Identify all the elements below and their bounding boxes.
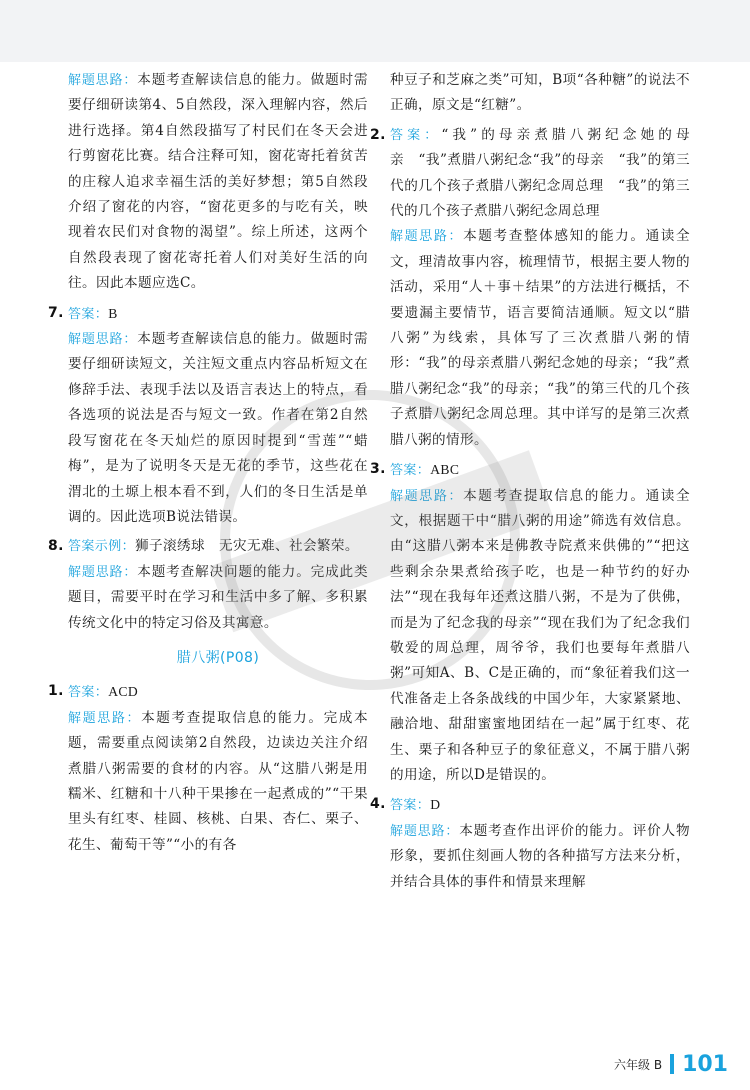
answer-value: 狮子滚绣球 无灾无难、社会繁荣。 (135, 538, 359, 555)
analysis-label: 解题思路： (390, 229, 464, 245)
question-number: 7. (48, 304, 64, 321)
question-number: 4. (370, 796, 386, 813)
analysis-text: 本题考查提取信息的能力。完成本题，需要重点阅读第2自然段，边读边关注介绍煮腊八粥需要的食材的内容。从“这腊八粥是用糯米、红糖和十八种干果掺在一起煮成的”“干果里头有红枣、桂圆、核桃、白果、杏仁、栗子、花生、葡萄干等”“小的有各 (68, 709, 368, 853)
continued-text: 种豆子和芝麻之类”可知，B项“各种糖”的说法不正确，原文是“红糖”。 (390, 72, 690, 114)
page-top-band (0, 0, 750, 62)
analysis-text: 本题考查解读信息的能力。做题时需要仔细研读第4、5自然段，深入理解内容，然后进行选择。第4自然段描写了村民们在冬天会进行剪窗花比赛。结合注释可知，窗花寄托着贫苦的庄稼人追求幸福生活的美好梦想；第5自然段介绍了窗花的内容，“窗花更多的与吃有关，映现着农民们对食物的渴望”。综上所述，这两个自然段表现了窗花寄托着人们对美好生活的向往。因此本题应选C。 (68, 72, 368, 292)
answer-label: 答案： (390, 798, 431, 814)
answer-label: 答案： (390, 127, 442, 143)
section-question-4 (370, 792, 690, 895)
answer-sample-label: 答案示例： (68, 539, 136, 555)
answer-value: D (430, 797, 441, 813)
analysis-label: 解题思路： (68, 710, 142, 726)
analysis-label: 解题思路： (68, 564, 138, 580)
page-footer (614, 1046, 728, 1082)
answer-label: 答案： (68, 306, 109, 322)
answer-value: ABC (430, 462, 460, 478)
q1-continued (390, 68, 690, 119)
footer-divider (670, 1054, 674, 1074)
analysis-label: 解题思路： (390, 488, 464, 504)
analysis-label: 解题思路： (390, 823, 460, 839)
question-number: 3. (370, 461, 386, 478)
analysis-label: 解题思路： (68, 73, 138, 88)
answer-value: B (108, 305, 118, 321)
q6-analysis (68, 68, 368, 297)
analysis-label: 解题思路： (68, 332, 138, 348)
answer-value: ACD (108, 684, 139, 700)
section-title: 腊八粥(P08) (176, 649, 260, 666)
page-number: 101 (682, 1051, 728, 1077)
analysis-text: 本题考查整体感知的能力。通读全文，理清故事内容，梳理情节，根据主要人物的活动，采用“人＋事＋结果”的方法进行概括，不要遗漏主要情节，语言要简洁通顺。短文以“腊八粥”为线索，具体写了三次煮腊八粥的情形：“我”的母亲煮腊八粥纪念她的母亲；“我”煮腊八粥纪念“我”的母亲；“我”的第三代的几个孩子煮腊八粥纪念周总理。其中详写的是第三次煮腊八粥的情形。 (390, 228, 690, 448)
answer-label: 答案： (390, 463, 431, 479)
analysis-text: 本题考查作出评价的能力。评价人物形象，要抓住刻画人物的各种描写方法来分析，并结合具体的事件和情景来理解 (390, 822, 690, 890)
question-number: 8. (48, 538, 64, 555)
question-number: 2. (370, 126, 386, 143)
answer-label: 答案： (68, 685, 109, 701)
analysis-text: 本题考查解决问题的能力。完成此类题目，需要平时在学习和生活中多了解、多积累传统文化中的特定习俗及其寓意。 (68, 563, 368, 631)
answer-value: “我”的母亲煮腊八粥纪念她的母亲 “我”煮腊八粥纪念“我”的母亲 “我”的第三代的几个孩子煮腊八粥纪念周总理 “我”的第三代的几个孩子煮腊八粥纪念周总理 (390, 126, 691, 220)
analysis-text: 本题考查解读信息的能力。做题时需要仔细研读短文，关注短文重点内容品析短文在修辞手法、表现手法以及语言表达上的特点，看各选项的说法是否与短文一致。作者在第2自然段写窗花在冬天灿烂的原因时提到“雪莲”“蜡梅”，是为了说明冬天是无花的季节，这些花在渭北的土塬上根本看不到，人们的冬日生活是单调的。因此选项B说法错误。 (68, 331, 368, 525)
analysis-text: 本题考查提取信息的能力。通读全文，根据题干中“腊八粥的用途”筛选有效信息。由“这腊八粥本来是佛教寺院煮来供佛的”“把这些剩余杂果煮给孩子吃，也是一种节约的好办法”“现在我每年还煮这腊八粥，不是为了供佛，而是为了纪念我的母亲”“现在我们为了纪念我们敬爱的周总理，周爷爷，我们也要每年煮腊八粥”可知A、B、C是正确的，而“象征着我们这一代准备走上各条战线的中国少年，大家紧紧地、融洽地、甜甜蜜蜜地团结在一起”属于红枣、花生、栗子和各种豆子的象征意义，不属于腊八粥的用途，所以D是错误的。 (390, 487, 690, 783)
grade-label: 六年级 B (614, 1057, 663, 1072)
question-number: 1. (48, 683, 64, 700)
section-question-1 (48, 679, 368, 858)
watermark-band (209, 450, 552, 632)
